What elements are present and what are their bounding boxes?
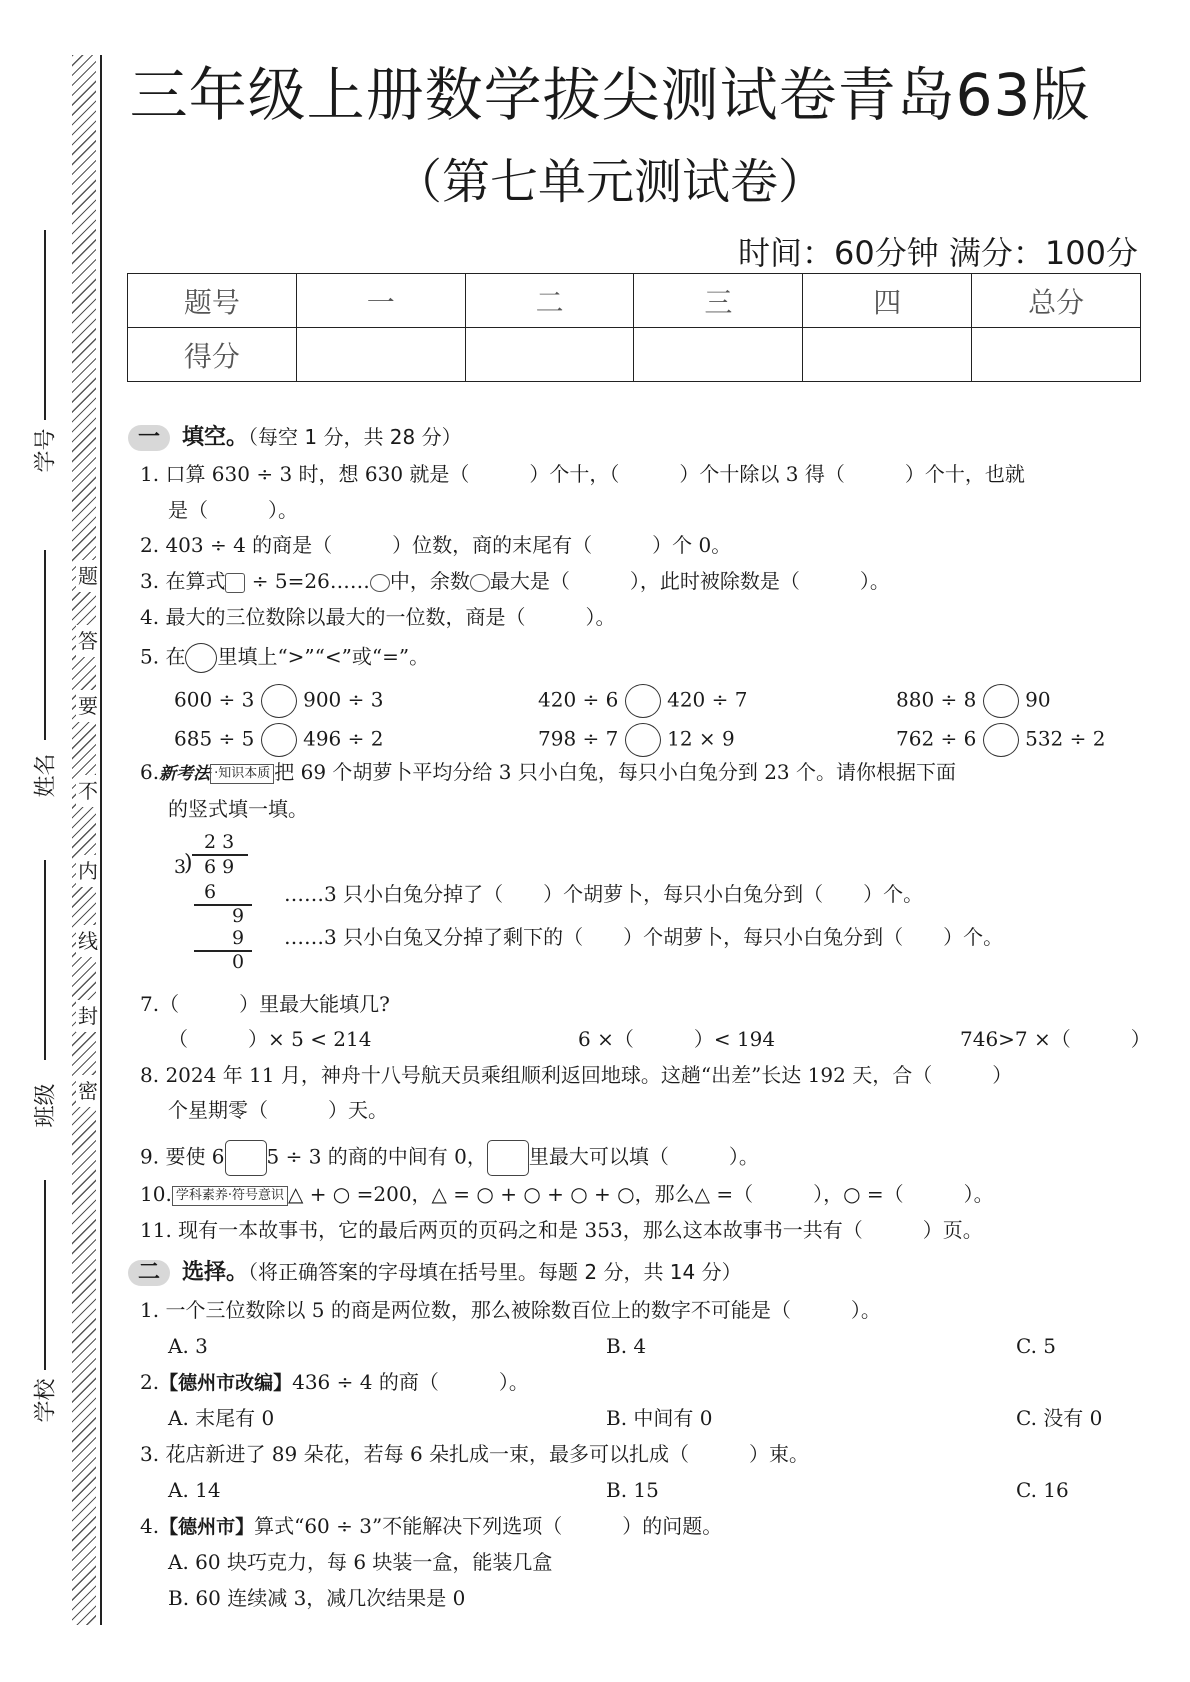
knowledge-tag: ·知识本质 (210, 764, 274, 784)
q2-1-option-c[interactable]: C. 5 (1016, 1334, 1057, 1358)
binding-hatch-strip (72, 55, 96, 1625)
seal-char: 密 (76, 1075, 100, 1107)
q1-4: 4. 最大的三位数除以最大的一位数，商是（ ）。 (140, 605, 616, 629)
q1-7: 7.（ ）里最大能填几? (140, 992, 390, 1016)
score-cell[interactable] (972, 328, 1141, 382)
q1-6-line2: 的竖式填一填。 (168, 797, 308, 821)
q1-6-text: 把 69 个胡萝卜平均分给 3 只小白兔，每只小白兔分到 23 个。请你根据下面 (274, 760, 957, 784)
score-header-cell: 一 (296, 274, 465, 328)
q1-10-number: 10. (140, 1182, 172, 1206)
score-table-header-row (128, 274, 1141, 328)
q1-1-line1: 1. 口算 630 ÷ 3 时，想 630 就是（ ）个十，（ ）个十除以 3 得（ ）个十，也就 (140, 462, 1025, 486)
q1-3-part1: 3. 在算式 (140, 569, 226, 593)
digit-box-input[interactable] (225, 1140, 267, 1176)
q2-4-option-b[interactable]: B. 60 连续减 3，减几次结果是 0 (168, 1586, 466, 1610)
division-bracket: ) (184, 851, 193, 876)
division-remainder1: 9 (232, 905, 245, 927)
score-cell[interactable] (634, 328, 803, 382)
q2-1-option-a[interactable]: A. 3 (168, 1334, 208, 1358)
q1-6-fill2: ……3 只小白兔又分掉了剩下的（ ）个胡萝卜，每只小白兔分到（ ）个。 (284, 925, 1004, 949)
q2-2-option-c[interactable]: C. 没有 0 (1016, 1406, 1103, 1430)
q1-3-part4: 最大是（ ），此时被除数是（ ）。 (489, 569, 890, 593)
compare-item: 762 ÷ 6 532 ÷ 2 (896, 723, 1105, 757)
q2-4-option-a[interactable]: A. 60 块巧克力，每 6 块装一盒，能装几盒 (168, 1550, 553, 1574)
compare-item: 600 ÷ 3 900 ÷ 3 (174, 684, 383, 718)
q2-3-option-b[interactable]: B. 15 (606, 1478, 659, 1502)
division-quotient: 2 3 (204, 831, 235, 853)
q1-5-part2: 里填上“>”“<”或“=”。 (217, 644, 430, 669)
score-header-cell: 四 (803, 274, 972, 328)
name-label: 姓名 (33, 753, 59, 798)
compare-circle-input[interactable] (261, 684, 297, 718)
score-cell[interactable] (465, 328, 634, 382)
compare-circle-input[interactable] (261, 723, 297, 757)
division-step2: 9 (232, 927, 245, 949)
time-info: 时间：60分钟 满分：100分 (738, 234, 1138, 272)
score-header-cell: 题号 (128, 274, 297, 328)
division-dividend: 6 9 (204, 856, 235, 878)
literacy-tag: 学科素养·符号意识 (172, 1186, 288, 1206)
remainder-circle-icon (370, 574, 390, 592)
q1-7-item: 6 ×（ ）< 194 (578, 1027, 776, 1051)
q2-4-number: 4. (140, 1514, 160, 1538)
q1-10 (140, 1182, 994, 1206)
q2-3: 3. 花店新进了 89 朵花，若每 6 朵扎成一束，最多可以扎成（ ）束。 (140, 1442, 810, 1466)
score-header-cell: 三 (634, 274, 803, 328)
section-2-heading (128, 1255, 742, 1285)
compare-circle-input[interactable] (983, 684, 1019, 718)
compare-item: 880 ÷ 8 90 (896, 684, 1051, 718)
q1-3 (140, 569, 890, 593)
q2-4-source-tag: 【德州市】 (159, 1516, 255, 1538)
dividend-box-icon (225, 573, 245, 593)
score-table-score-row (128, 328, 1141, 382)
compare-circle-input[interactable] (625, 684, 661, 718)
digit-box-icon (487, 1140, 529, 1176)
division-step1: 6 (204, 881, 217, 903)
class-field[interactable] (44, 860, 46, 1060)
q1-2: 2. 403 ÷ 4 的商是（ ）位数，商的末尾有（ ）个 0。 (140, 533, 732, 557)
score-header-cell: 总分 (972, 274, 1141, 328)
score-header-cell: 二 (465, 274, 634, 328)
section-2-note: （将正确答案的字母填在括号里。每题 2 分，共 14 分） (248, 1260, 742, 1284)
compare-circle-input[interactable] (625, 723, 661, 757)
q1-9-part1: 9. 要使 6 (140, 1144, 225, 1169)
q2-4-text: 算式“60 ÷ 3”不能解决下列选项（ ）的问题。 (254, 1514, 723, 1538)
seal-char: 不 (76, 775, 100, 807)
q2-1: 1. 一个三位数除以 5 的商是两位数，那么被除数百位上的数字不可能是（ ）。 (140, 1298, 881, 1322)
class-label: 班级 (33, 1083, 59, 1128)
q1-11: 11. 现有一本故事书，它的最后两页的页码之和是 353，那么这本故事书一共有（ ）页。 (140, 1218, 983, 1242)
q2-3-option-c[interactable]: C. 16 (1016, 1478, 1069, 1502)
q2-3-option-a[interactable]: A. 14 (168, 1478, 221, 1502)
seal-char: 题 (76, 560, 100, 592)
q1-9-part2: 5 ÷ 3 的商的中间有 0， (266, 1144, 487, 1169)
q2-2-source-tag: 【德州市改编】 (159, 1372, 293, 1394)
q1-6-line1 (140, 760, 956, 786)
remainder-circle-icon (470, 574, 490, 592)
q1-1-line2: 是（ ）。 (168, 498, 298, 522)
compare-item: 685 ÷ 5 496 ÷ 2 (174, 723, 383, 757)
student-number-field[interactable] (44, 230, 46, 420)
section-2-title: 选择。 (182, 1260, 249, 1285)
page-title: 三年级上册数学拔尖测试卷青岛63版 (129, 61, 1091, 129)
score-cell[interactable] (803, 328, 972, 382)
binding-border-line (100, 55, 102, 1625)
school-field[interactable] (44, 1180, 46, 1370)
q1-3-part2: ÷ 5=26…… (245, 569, 370, 593)
seal-char: 答 (76, 625, 100, 657)
q2-2-number: 2. (140, 1370, 160, 1394)
name-field[interactable] (44, 550, 46, 740)
q2-2-option-a[interactable]: A. 末尾有 0 (168, 1406, 275, 1430)
q2-1-option-b[interactable]: B. 4 (606, 1334, 647, 1358)
q1-3-part3: 中，余数 (389, 569, 470, 593)
q1-7-item: （ ）× 5 < 214 (168, 1027, 372, 1051)
seal-char: 封 (76, 1000, 100, 1032)
q1-5-part1: 5. 在 (140, 644, 186, 669)
q2-2 (140, 1370, 529, 1395)
q1-8-line1: 8. 2024 年 11 月，神舟十八号航天员乘组顺利返回地球。这趟“出差”长达 192 天，合（ ） (140, 1063, 1013, 1087)
school-label: 学校 (33, 1378, 59, 1423)
division-divisor: 3 (174, 856, 187, 878)
q1-10-text: △ + ○ =200，△ = ○ + ○ + ○ + ○，那么△ =（ ），○ =（ ）。 (287, 1182, 994, 1206)
score-row-label: 得分 (128, 328, 297, 382)
compare-circle-input[interactable] (983, 723, 1019, 757)
q1-7-item: 746>7 ×（ ） (960, 1027, 1151, 1051)
q1-5 (140, 643, 429, 673)
q2-2-option-b[interactable]: B. 中间有 0 (606, 1406, 713, 1430)
q1-6-number: 6. (140, 760, 160, 784)
section-1-heading (128, 420, 462, 450)
compare-circle-icon (185, 643, 217, 673)
section-1-title: 填空。 (182, 425, 249, 450)
section-1-number: 一 (128, 425, 170, 451)
q1-9-part3: 里最大可以填（ ）。 (528, 1144, 759, 1169)
new-method-tag: 新考法 (159, 764, 211, 784)
seal-char: 要 (76, 690, 100, 722)
section-1-note: （每空 1 分，共 28 分） (248, 425, 462, 449)
compare-item: 420 ÷ 6 420 ÷ 7 (538, 684, 747, 718)
q1-8-line2: 个星期零（ ）天。 (168, 1098, 388, 1122)
q2-2-text: 436 ÷ 4 的商（ ）。 (292, 1370, 529, 1394)
seal-char: 内 (76, 855, 100, 887)
seal-char: 线 (76, 925, 100, 957)
score-table (127, 273, 1141, 382)
section-2-number: 二 (128, 1260, 170, 1286)
student-number-label: 学号 (33, 428, 59, 473)
q1-6-fill1: ……3 只小白兔分掉了（ ）个胡萝卜，每只小白兔分到（ ）个。 (284, 882, 924, 906)
score-cell[interactable] (296, 328, 465, 382)
compare-item: 798 ÷ 7 12 × 9 (538, 723, 735, 757)
q2-4 (140, 1514, 722, 1539)
page-subtitle: （第七单元测试卷） (393, 154, 826, 210)
division-remainder2: 0 (232, 951, 245, 973)
q1-9 (140, 1140, 759, 1176)
